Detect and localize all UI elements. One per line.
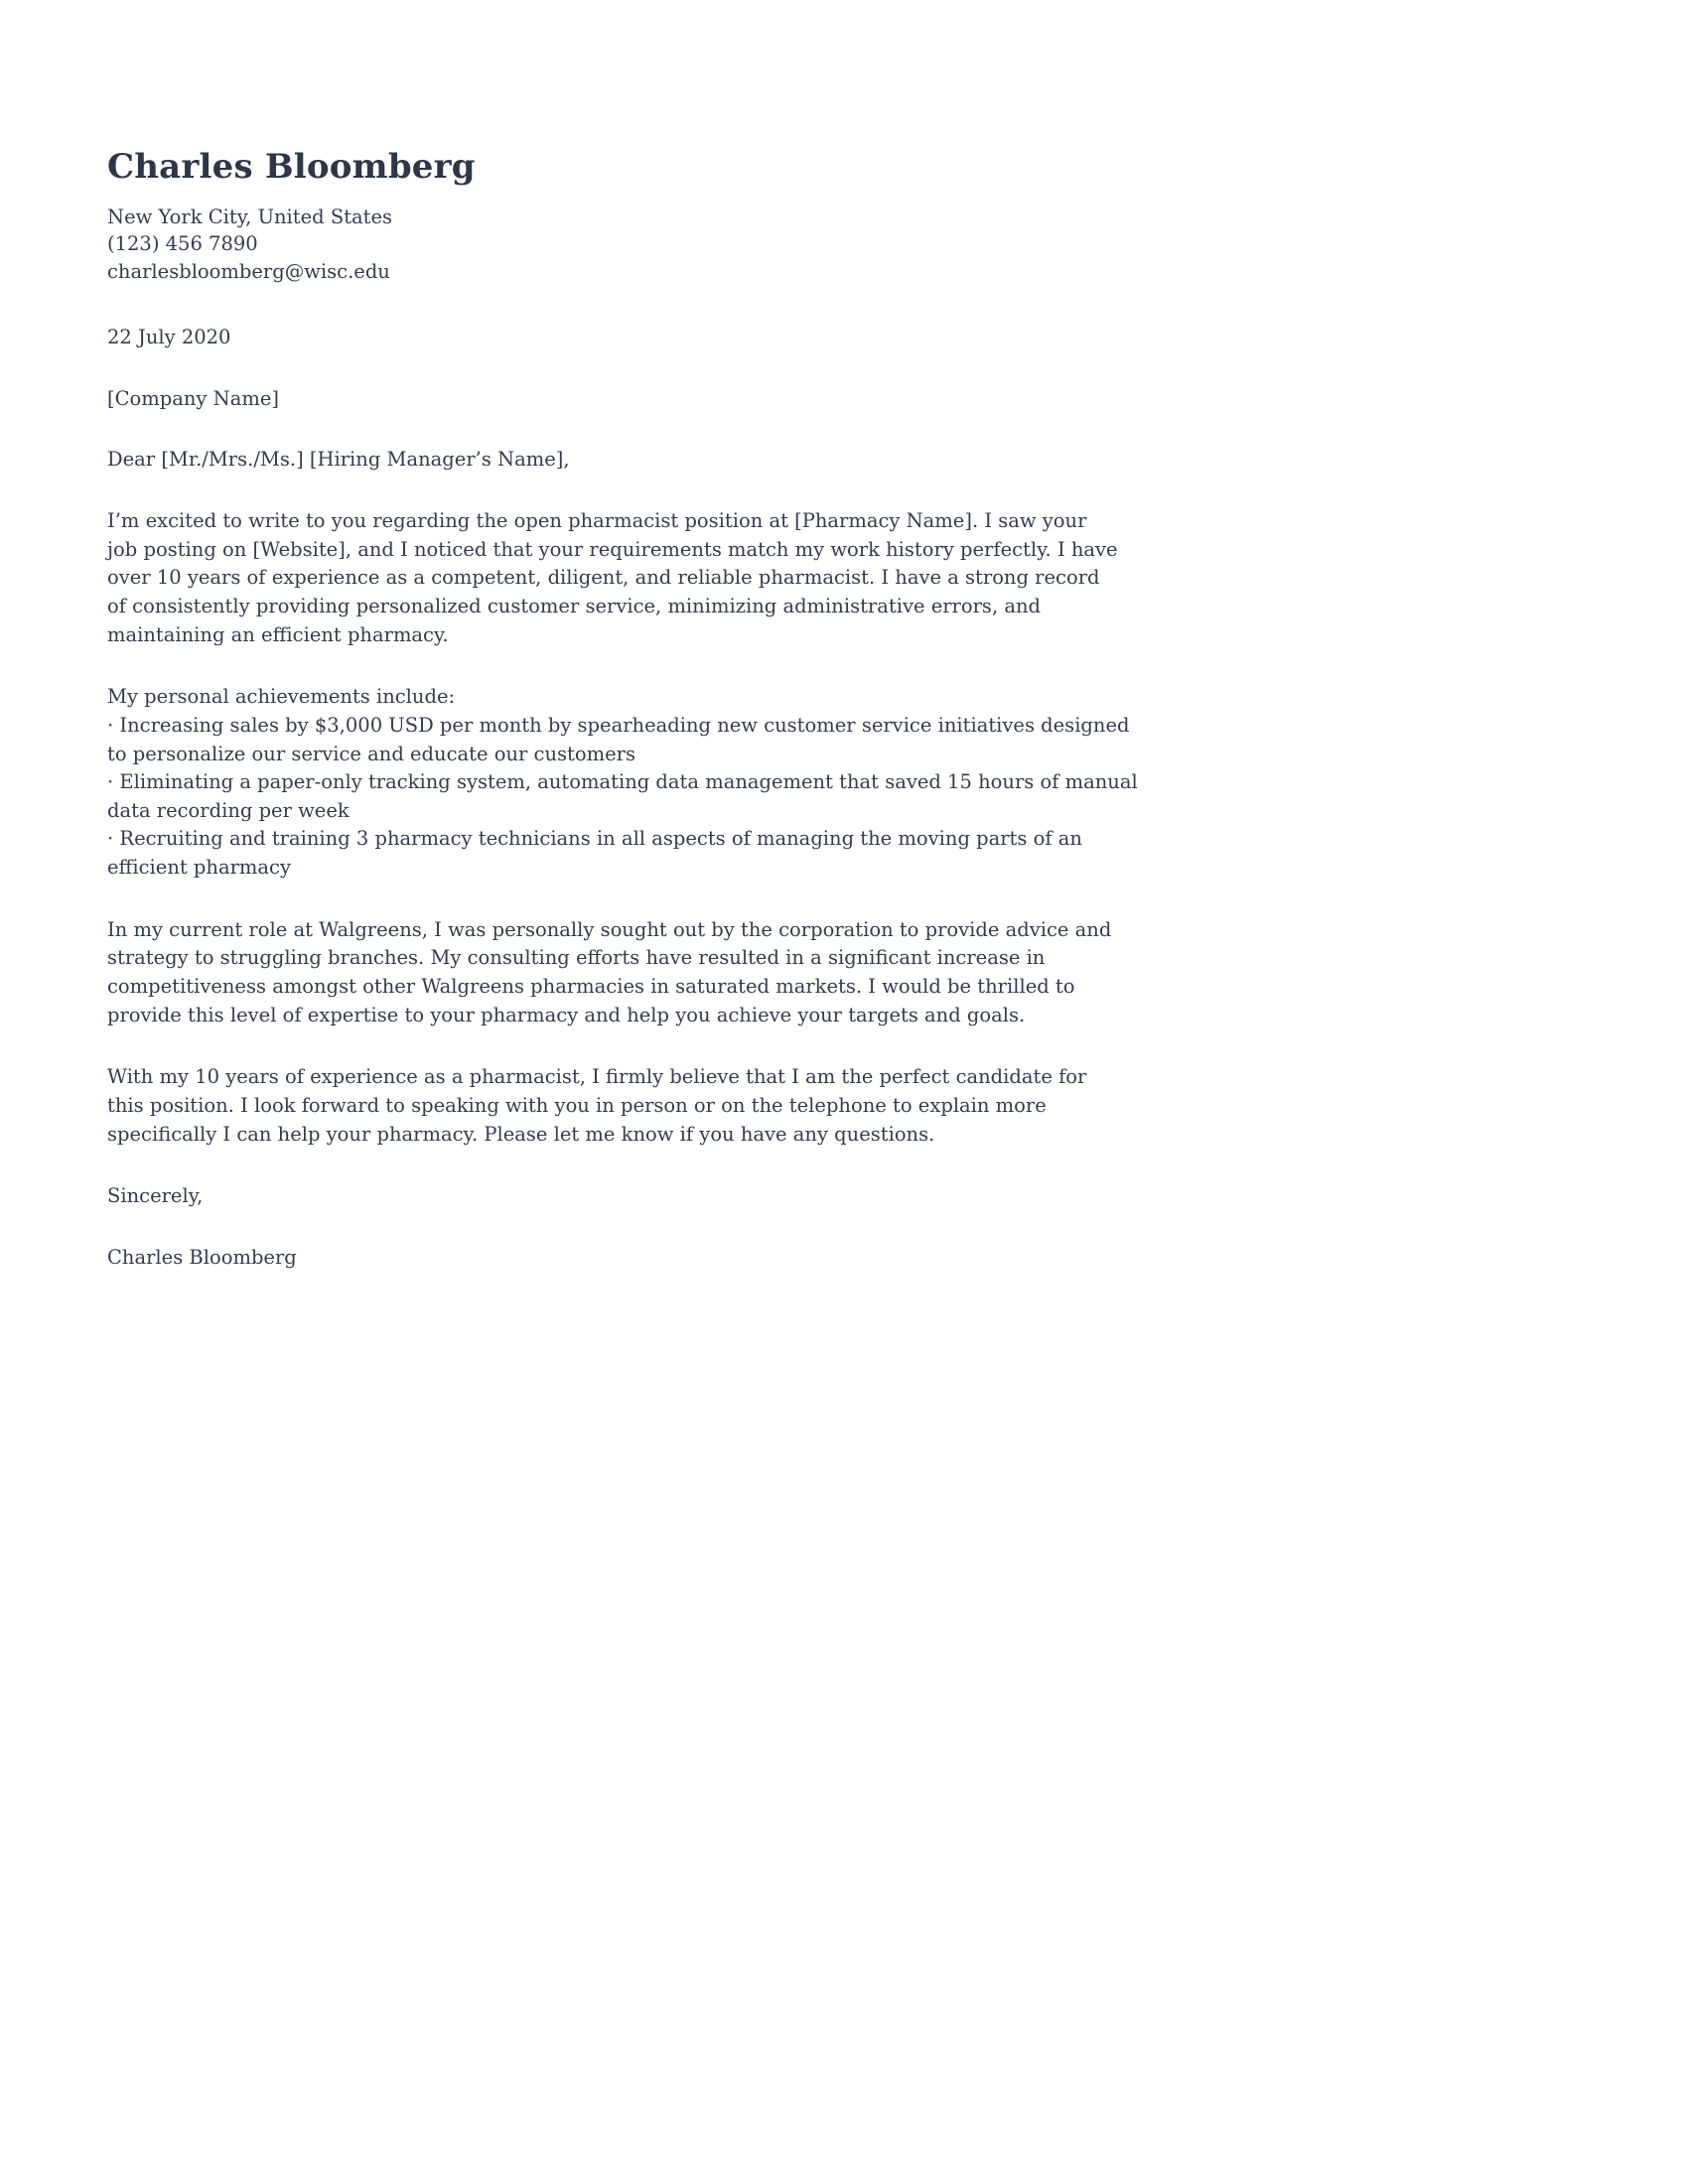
achievement-item	[107, 768, 1140, 825]
letter-date: 22 July 2020	[107, 325, 231, 348]
spacer-after-paragraph-3	[107, 1149, 1120, 1182]
spacer-after-date	[107, 351, 1120, 385]
achievements-intro: My personal achievements include:	[107, 685, 456, 709]
sender-email: charlesbloomberg@wisc.edu	[107, 260, 390, 284]
spacer-after-company	[107, 412, 1120, 446]
spacer-after-paragraph-1	[107, 649, 1120, 683]
spacer-after-paragraph-2	[107, 1029, 1120, 1063]
achievements-block	[107, 683, 1140, 883]
bullet-icon: ·	[107, 770, 114, 794]
spacer-after-contact	[107, 286, 1120, 324]
recipient-company: [Company Name]	[107, 386, 279, 410]
letter-body	[107, 147, 1138, 1272]
signature-name: Charles Bloomberg	[107, 1246, 297, 1270]
salutation: Dear [Mr./Mrs./Ms.] [Hiring Manager’s Name],	[107, 448, 570, 472]
body-paragraph-2: In my current role at Walgreens, I was personally sought out by the corporation to provide advice and strategy to struggling branches. My consulting efforts have resulted in a significant increase in competitiveness amongst other Walgreens pharmacies in saturated markets. I would be thrilled to provide this level of expertise to your pharmacy and help you achieve your targets and goals.	[107, 917, 1112, 1026]
body-paragraph-3: With my 10 years of experience as a pharmacist, I firmly believe that I am the perfect candidate for this position. I look forward to speaking with you in person or on the telephone to explain more specifically I can help your pharmacy. Please let me know if you have any questions.	[107, 1065, 1087, 1146]
valediction: Sincerely,	[107, 1184, 204, 1208]
achievement-text: Increasing sales by $3,000 USD per month by spearheading new customer service initiatives designed to personalize our service and educate our customers	[107, 713, 1130, 765]
spacer-after-salutation	[107, 474, 1120, 507]
sender-location: New York City, United States	[107, 205, 393, 228]
achievement-item	[107, 825, 1140, 882]
sender-name-heading: Charles Bloomberg	[107, 147, 476, 187]
bullet-icon: ·	[107, 827, 114, 851]
body-paragraph-1: I’m excited to write to you regarding the open pharmacist position at [Pharmacy Name]. I saw your job posting on [Website], and I noticed that your requirements match my work history perfectly. I have over 10 years of experience as a competent, diligent, and reliable pharmacist. I have a strong record of consistently providing personalized customer service, minimizing administrative errors, and maintaining an efficient pharmacy.	[107, 508, 1118, 646]
spacer-after-achievements	[107, 883, 1120, 916]
bullet-icon: ·	[107, 713, 114, 737]
spacer-after-valediction	[107, 1210, 1120, 1244]
achievement-text: Eliminating a paper-only tracking system, automating data management that saved 15 hours of manual data recording per week	[107, 770, 1138, 822]
sender-phone: (123) 456 7890	[107, 232, 258, 256]
achievement-text: Recruiting and training 3 pharmacy technicians in all aspects of managing the moving parts of an efficient pharmacy	[107, 827, 1082, 880]
sender-contact-block	[107, 204, 1120, 286]
achievement-item	[107, 712, 1140, 768]
